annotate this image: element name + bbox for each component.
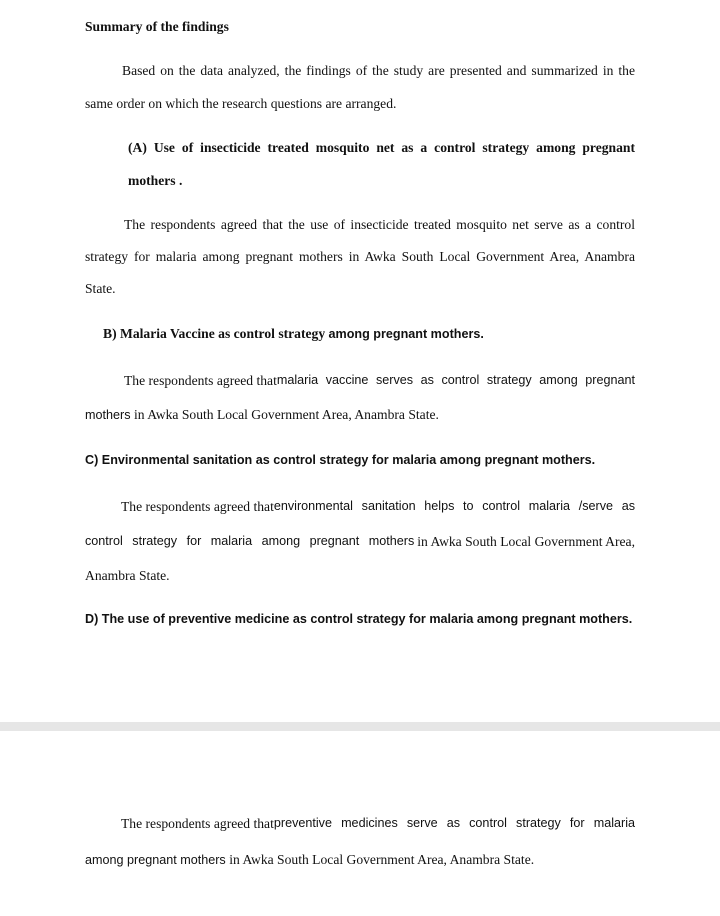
section-a-paragraph-line-2: strategy for malaria among pregnant mothers in Awka South Local Government Area, Anambra — [85, 249, 635, 264]
section-d-paragraph-line-2 — [85, 851, 534, 869]
section-b-p2-serif: in Awka South Local Government Area, Anambra State. — [134, 407, 439, 422]
section-d-p1-sans: preventive medicines serve as control strategy for malaria — [273, 816, 635, 830]
section-b-p1-sans: malaria vaccine serves as control strategy among pregnant — [276, 373, 635, 387]
section-c-paragraph-line-1 — [121, 499, 635, 515]
section-b-title-rest: among pregnant mothers. — [328, 327, 484, 341]
section-b-p2-sans: mothers — [85, 408, 134, 422]
section-d-paragraph-line-1 — [121, 816, 635, 832]
section-a-title-line-1: (A) Use of insecticide treated mosquito net as a control strategy among pregnant — [128, 140, 635, 155]
section-c-p1-serif: The respondents agreed that — [121, 499, 274, 514]
intro-line-2: same order on which the research questions are arranged. — [85, 96, 397, 111]
section-c-title: C) Environmental sanitation as control strategy for malaria among pregnant mothers. — [85, 453, 596, 467]
section-d-p1-serif: The respondents agreed that — [121, 816, 274, 831]
section-c-paragraph-line-3: Anambra State. — [85, 568, 170, 583]
section-d-p2-serif: in Awka South Local Government Area, Anambra State. — [229, 852, 535, 867]
section-b-title-prefix: B) Malaria Vaccine as control strategy — [103, 326, 329, 341]
section-d-title: D) The use of preventive medicine as control strategy for malaria among pregnant mothers. — [85, 612, 633, 626]
section-b-paragraph-line-1 — [124, 373, 635, 389]
section-a-paragraph-line-1: The respondents agreed that the use of insecticide treated mosquito net serve as a control — [124, 217, 635, 232]
section-a-paragraph-line-3: State. — [85, 281, 116, 296]
section-c-paragraph-line-2 — [85, 534, 635, 550]
page-heading: Summary of the findings — [85, 19, 229, 34]
section-d-p2-sans: among pregnant mothers — [85, 853, 230, 867]
section-b-paragraph-line-2 — [85, 406, 439, 424]
page-separator — [0, 722, 720, 731]
section-c-p2-serif: in Awka South Local Government Area, — [417, 534, 635, 549]
section-c-p2-sans: control strategy for malaria among pregnant mothers — [85, 534, 415, 548]
section-c-p1-sans: environmental sanitation helps to control malaria /serve as — [273, 499, 635, 513]
intro-line-1: Based on the data analyzed, the findings of the study are presented and summarized in the — [122, 63, 635, 78]
section-b-title — [103, 325, 484, 343]
section-b-p1-serif: The respondents agreed that — [124, 373, 277, 388]
section-a-title-line-2: mothers . — [128, 173, 183, 188]
